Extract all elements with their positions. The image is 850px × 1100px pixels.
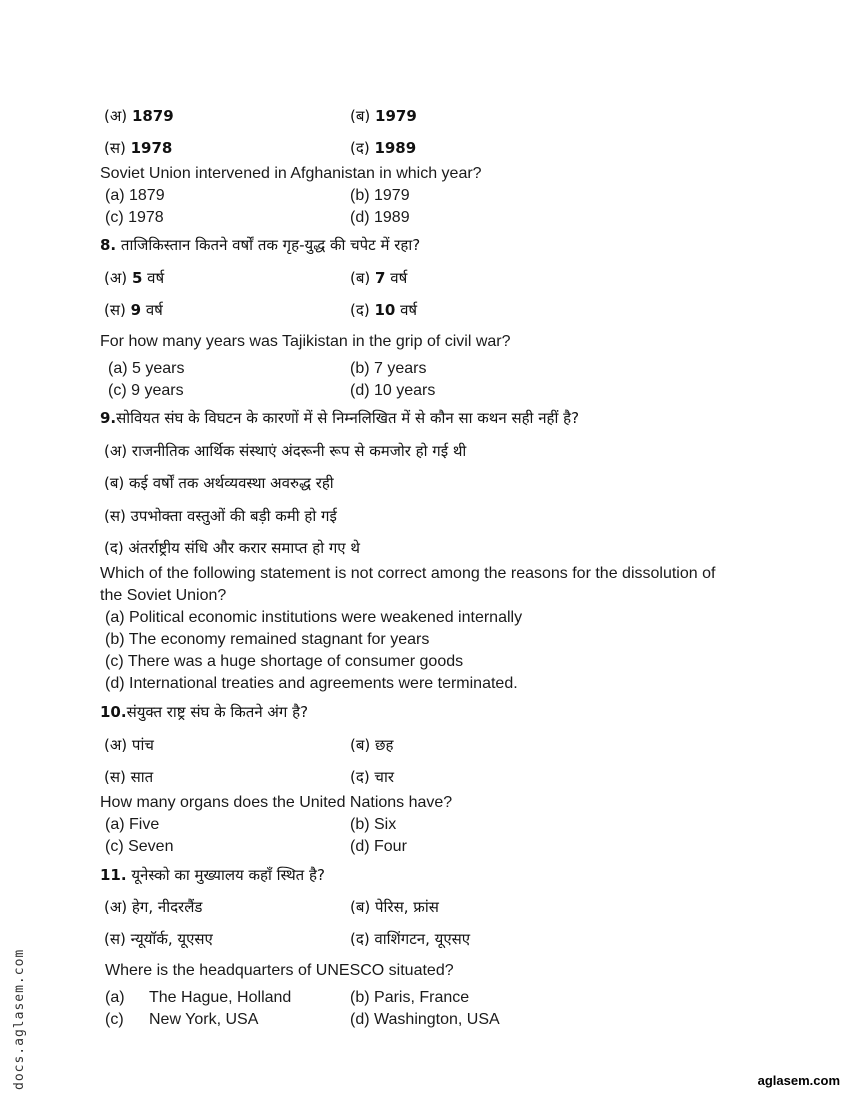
- q11-hi-option-a: (अ) हेग, नीदरलैंड: [104, 898, 203, 916]
- q7-en-option-c: (c) 1978: [105, 209, 164, 226]
- footer-brand: aglasem.com: [757, 1073, 840, 1088]
- q9-hi-option-c: (स) उपभोक्ता वस्तुओं की बड़ी कमी हो गई: [104, 507, 337, 525]
- q9-en-option-b: (b) The economy remained stagnant for years: [105, 631, 430, 648]
- q10-en-option-a: (a) Five: [105, 816, 160, 833]
- q11-en-option-c-label: (c): [105, 1011, 124, 1028]
- q7-hi-option-c: (स) 1978: [104, 139, 173, 157]
- q10-hi-option-d: (द) चार: [350, 768, 394, 786]
- q8-hi-question: 8. ताजिकिस्तान कितने वर्षों तक गृह-युद्ध की चपेट में रहा?: [100, 236, 421, 254]
- q11-en-option-c-text: New York, USA: [149, 1011, 259, 1028]
- q9-en-question-line2: the Soviet Union?: [100, 587, 227, 604]
- q11-en-option-a-label: (a): [105, 989, 125, 1006]
- q9-hi-option-a: (अ) राजनीतिक आर्थिक संस्थाएं अंदरूनी रूप से कमजोर हो गई थी: [104, 442, 467, 460]
- q8-hi-option-b: (ब) 7 वर्ष: [350, 269, 408, 287]
- q11-en-option-d: (d) Washington, USA: [350, 1011, 500, 1028]
- q9-hi-option-b: (ब) कई वर्षों तक अर्थव्यवस्था अवरुद्ध रही: [104, 474, 334, 492]
- q11-hi-option-c: (स) न्यूयॉर्क, यूएसए: [104, 930, 213, 948]
- q8-hi-option-c: (स) 9 वर्ष: [104, 301, 163, 319]
- q10-en-option-c: (c) Seven: [105, 838, 174, 855]
- q7-en-option-a: (a) 1879: [105, 187, 165, 204]
- q7-hi-option-b: (ब) 1979: [350, 107, 417, 125]
- q10-hi-option-c: (स) सात: [104, 768, 154, 786]
- q8-hi-option-d: (द) 10 वर्ष: [350, 301, 418, 319]
- q10-en-option-b: (b) Six: [350, 816, 397, 833]
- q9-en-question-line1: Which of the following statement is not correct among the reasons for the dissolution of: [100, 565, 716, 582]
- q10-en-option-d: (d) Four: [350, 838, 407, 855]
- q11-hi-question: 11. यूनेस्को का मुख्यालय कहाँ स्थित है?: [100, 866, 325, 884]
- q7-hi-option-a: (अ) 1879: [104, 107, 174, 125]
- q11-en-question: Where is the headquarters of UNESCO situated?: [105, 962, 454, 979]
- q9-en-option-a: (a) Political economic institutions were weakened internally: [105, 609, 523, 626]
- q11-en-option-a-text: The Hague, Holland: [149, 989, 292, 1006]
- q11-hi-option-d: (द) वाशिंगटन, यूएसए: [350, 930, 471, 948]
- q11-hi-option-b: (ब) पेरिस, फ्रांस: [350, 898, 439, 916]
- q10-en-question: How many organs does the United Nations have?: [100, 794, 453, 811]
- q10-hi-option-b: (ब) छह: [350, 736, 394, 754]
- q11-en-option-b: (b) Paris, France: [350, 989, 470, 1006]
- q7-en-option-b: (b) 1979: [350, 187, 410, 204]
- q9-hi-option-d: (द) अंतर्राष्ट्रीय संधि और करार समाप्त हो गए थे: [104, 539, 360, 557]
- q9-en-option-d: (d) International treaties and agreements were terminated.: [105, 675, 518, 692]
- q8-hi-option-a: (अ) 5 वर्ष: [104, 269, 165, 287]
- q7-en-option-d: (d) 1989: [350, 209, 410, 226]
- q8-en-question: For how many years was Tajikistan in the grip of civil war?: [100, 333, 511, 350]
- q8-en-option-c: (c) 9 years: [108, 382, 184, 399]
- q10-hi-option-a: (अ) पांच: [104, 736, 154, 754]
- side-watermark: docs.aglasem.com: [12, 948, 27, 1090]
- q9-en-option-c: (c) There was a huge shortage of consumer goods: [105, 653, 464, 670]
- q8-en-option-a: (a) 5 years: [108, 360, 185, 377]
- q8-en-option-b: (b) 7 years: [350, 360, 427, 377]
- q10-hi-question: 10.संयुक्त राष्ट्र संघ के कितने अंग है?: [100, 703, 309, 721]
- q7-hi-option-d: (द) 1989: [350, 139, 417, 157]
- q7-en-question: Soviet Union intervened in Afghanistan in which year?: [100, 165, 482, 182]
- q8-en-option-d: (d) 10 years: [350, 382, 436, 399]
- q9-hi-question: 9.सोवियत संघ के विघटन के कारणों में से निम्नलिखित में से कौन सा कथन सही नहीं है?: [100, 409, 580, 427]
